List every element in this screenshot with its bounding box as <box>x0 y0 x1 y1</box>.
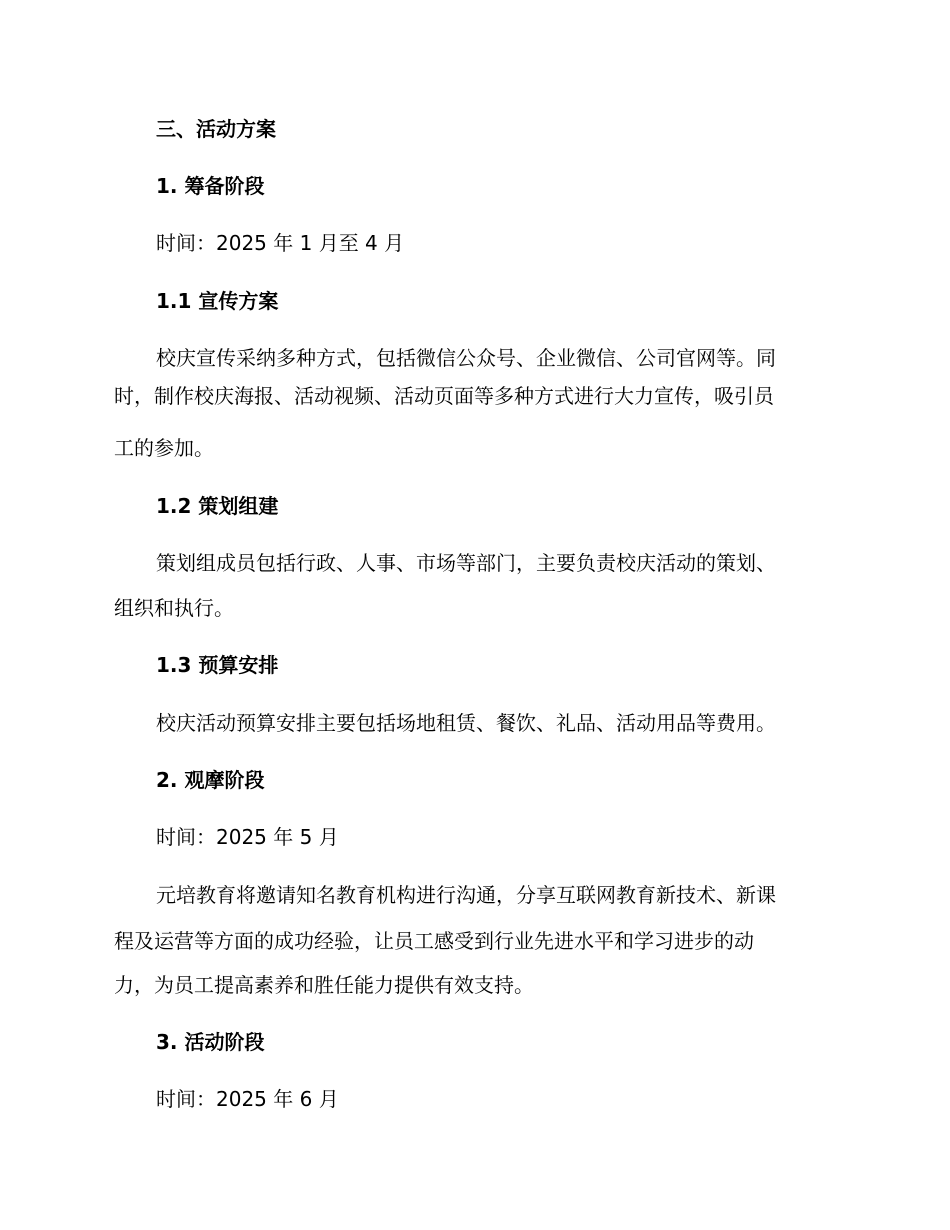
phase2-time: 时间：2025 年 5 月 <box>156 825 339 849</box>
sub2-para-line: 组织和执行。 <box>114 596 234 620</box>
sub1-heading: 1.1 宣传方案 <box>156 289 279 313</box>
sub3-heading: 1.3 预算安排 <box>156 653 279 677</box>
phase2-para-line: 力，为员工提高素养和胜任能力提供有效支持。 <box>114 973 534 997</box>
sub2-heading: 1.2 策划组建 <box>156 494 279 518</box>
phase1-heading: 1. 筹备阶段 <box>156 174 265 198</box>
phase3-heading: 3. 活动阶段 <box>156 1030 265 1054</box>
phase2-para-line: 程及运营等方面的成功经验，让员工感受到行业先进水平和学习进步的动 <box>114 929 754 953</box>
sub1-para-line: 校庆宣传采纳多种方式，包括微信公众号、企业微信、公司官网等。同 <box>156 346 776 370</box>
phase2-heading: 2. 观摩阶段 <box>156 768 265 792</box>
phase1-time: 时间：2025 年 1 月至 4 月 <box>156 231 405 255</box>
sub2-para-line: 策划组成员包括行政、人事、市场等部门，主要负责校庆活动的策划、 <box>156 551 776 575</box>
section-title: 三、活动方案 <box>156 117 276 141</box>
phase2-para-line: 元培教育将邀请知名教育机构进行沟通，分享互联网教育新技术、新课 <box>156 883 776 907</box>
sub1-para-line: 时，制作校庆海报、活动视频、活动页面等多种方式进行大力宣传，吸引员 <box>114 384 774 408</box>
sub1-para-line: 工的参加。 <box>114 436 214 460</box>
phase3-time: 时间：2025 年 6 月 <box>156 1087 339 1111</box>
sub3-para-line: 校庆活动预算安排主要包括场地租赁、餐饮、礼品、活动用品等费用。 <box>156 711 776 735</box>
